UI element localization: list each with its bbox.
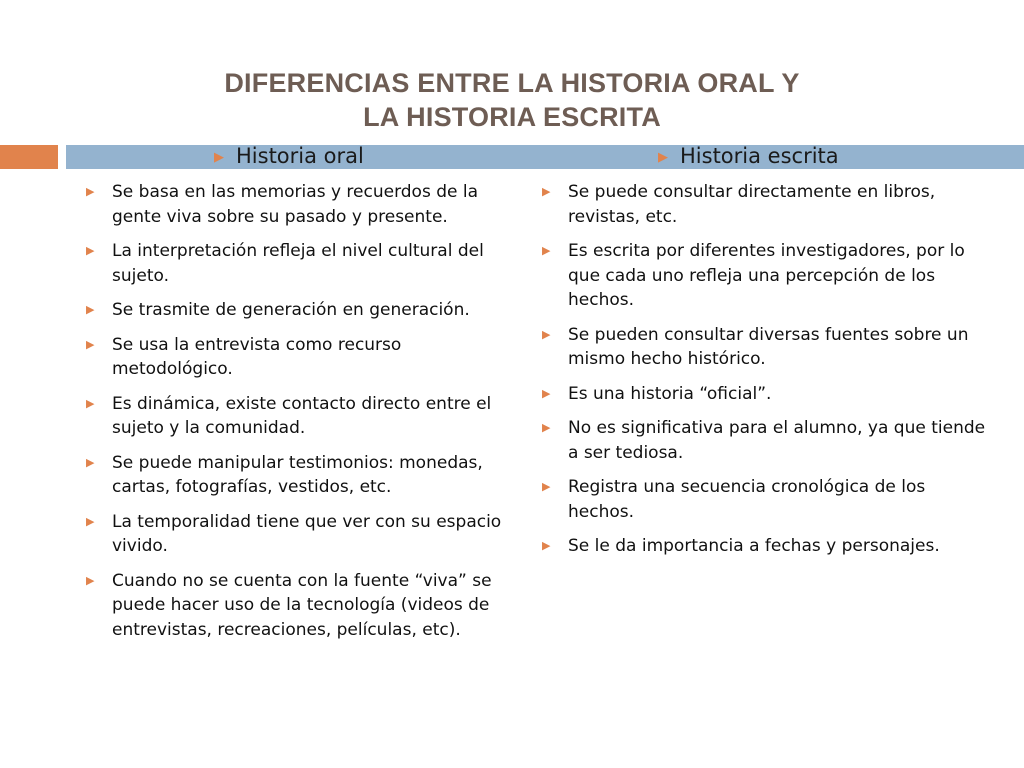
list-item xyxy=(540,475,990,524)
list-item xyxy=(540,180,990,229)
list-item-text: Se puede manipular testimonios: monedas, cartas, fotografías, vestidos, etc. xyxy=(112,452,483,497)
slide-title-line-2: LA HISTORIA ESCRITA xyxy=(363,102,661,133)
column-header-oral-label: Historia oral xyxy=(236,144,364,168)
column-header-bar xyxy=(66,145,1024,169)
list-item-text: Se puede consultar directamente en libros, revistas, etc. xyxy=(568,182,936,227)
list-item-text: No es significativa para el alumno, ya que tiende a ser tediosa. xyxy=(568,418,986,463)
list-item-text: Cuando no se cuenta con la fuente “viva” se puede hacer uso de la tecnología (videos de entrevistas, recreaciones, películas, etc). xyxy=(112,570,492,640)
triangle-bullet-icon: ▶ xyxy=(214,150,224,165)
list-item xyxy=(84,180,516,229)
list-item xyxy=(540,534,990,559)
column-header-oral xyxy=(214,141,364,171)
list-item-text: Es escrita por diferentes investigadores, por lo que cada uno refleja una percepción de los hechos. xyxy=(568,241,965,310)
triangle-bullet-icon: ▶ xyxy=(86,396,95,410)
list-item xyxy=(540,239,990,313)
triangle-bullet-icon: ▶ xyxy=(86,455,95,469)
list-item-text: La interpretación refleja el nivel cultural del sujeto. xyxy=(112,241,484,286)
list-item-text: Es dinámica, existe contacto directo entre el sujeto y la comunidad. xyxy=(112,393,492,438)
list-item-text: La temporalidad tiene que ver con su espacio vivido. xyxy=(112,511,502,556)
accent-bar xyxy=(0,145,58,169)
list-item xyxy=(540,416,990,465)
list-item-text: Se pueden consultar diversas fuentes sobre un mismo hecho histórico. xyxy=(568,324,969,369)
list-item-text: Se le da importancia a fechas y personajes. xyxy=(568,536,940,556)
triangle-bullet-icon: ▶ xyxy=(86,185,95,198)
triangle-bullet-icon: ▶ xyxy=(542,327,551,341)
slide-title-line-1: DIFERENCIAS ENTRE LA HISTORIA ORAL Y xyxy=(224,68,800,99)
triangle-bullet-icon: ▶ xyxy=(658,150,668,165)
list-item-text: Se basa en las memorias y recuerdos de la gente viva sobre su pasado y presente. xyxy=(112,182,479,227)
triangle-bullet-icon: ▶ xyxy=(86,337,95,351)
triangle-bullet-icon: ▶ xyxy=(542,185,551,198)
list-item-text: Es una historia “oficial”. xyxy=(568,383,772,404)
triangle-bullet-icon: ▶ xyxy=(542,539,551,552)
list-item-text: Se usa la entrevista como recurso metodológico. xyxy=(112,334,402,379)
triangle-bullet-icon: ▶ xyxy=(542,421,551,434)
list-item xyxy=(84,333,516,382)
oral-history-list xyxy=(84,180,516,652)
list-item xyxy=(84,451,516,500)
list-item xyxy=(540,382,990,407)
list-item xyxy=(84,510,516,559)
triangle-bullet-icon: ▶ xyxy=(86,244,95,257)
column-header-escrita xyxy=(658,141,839,171)
triangle-bullet-icon: ▶ xyxy=(86,573,95,587)
triangle-bullet-icon: ▶ xyxy=(86,514,95,528)
list-item-text: Registra una secuencia cronológica de los hechos. xyxy=(568,477,926,522)
list-item-text: Se trasmite de generación en generación. xyxy=(112,300,470,320)
list-item xyxy=(84,569,516,643)
triangle-bullet-icon: ▶ xyxy=(542,244,551,257)
list-item xyxy=(84,392,516,441)
slide-title xyxy=(0,66,1024,134)
triangle-bullet-icon: ▶ xyxy=(542,480,551,493)
triangle-bullet-icon: ▶ xyxy=(542,386,551,400)
written-history-list xyxy=(540,180,990,569)
triangle-bullet-icon: ▶ xyxy=(86,303,95,316)
list-item xyxy=(84,298,516,323)
column-header-escrita-label: Historia escrita xyxy=(680,144,839,168)
list-item xyxy=(84,239,516,288)
list-item xyxy=(540,323,990,372)
